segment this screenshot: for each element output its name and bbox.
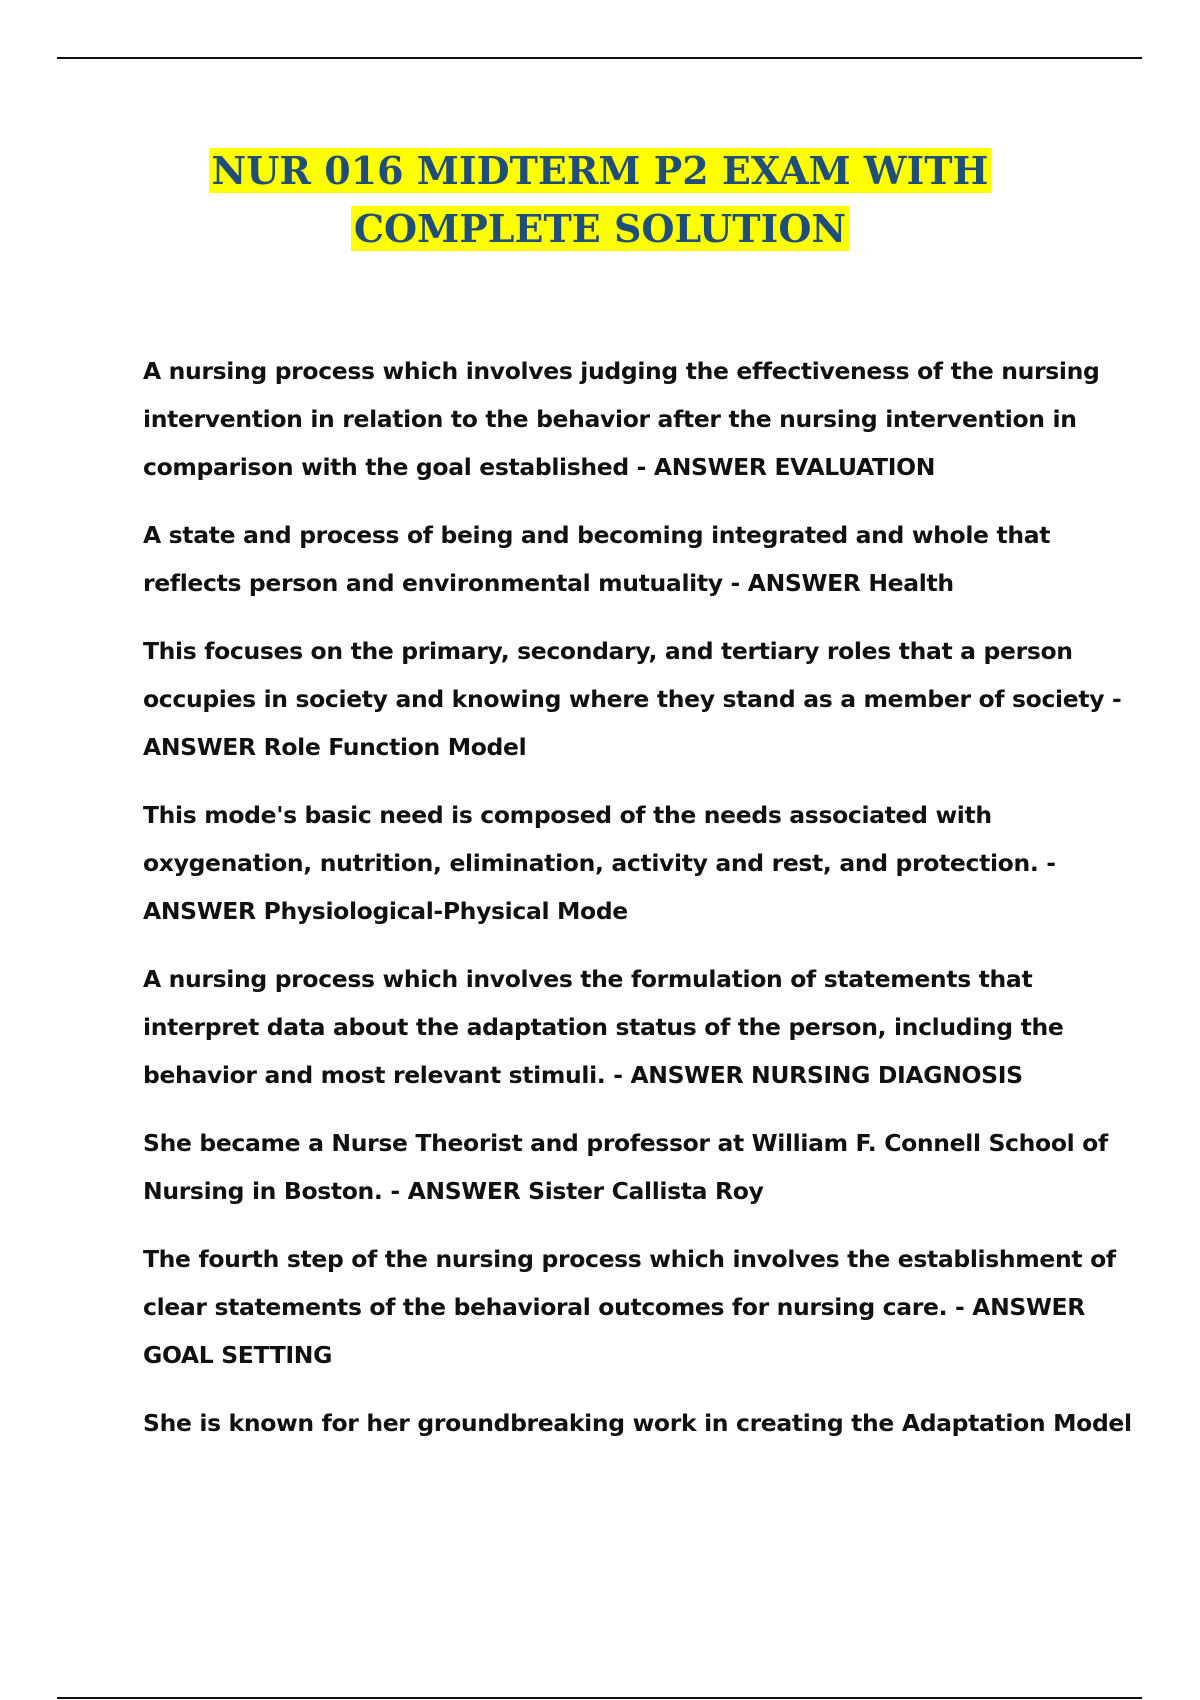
qa-line: ANSWER Physiological-Physical Mode	[143, 897, 628, 925]
document-title	[0, 142, 1200, 258]
bottom-rule	[57, 1697, 1142, 1699]
qa-line: Nursing in Boston. - ANSWER Sister Callista Roy	[143, 1177, 764, 1205]
qa-line: clear statements of the behavioral outcomes for nursing care. - ANSWER	[143, 1293, 1085, 1321]
qa-item	[143, 1399, 1132, 1447]
qa-line: GOAL SETTING	[143, 1341, 333, 1369]
qa-line: comparison with the goal established - ANSWER EVALUATION	[143, 453, 936, 481]
qa-item	[143, 347, 1098, 491]
qa-line: interpret data about the adaptation status of the person, including the	[143, 1013, 1064, 1041]
title-line-1: NUR 016 MIDTERM P2 EXAM WITH	[209, 148, 992, 193]
qa-item	[143, 511, 1098, 607]
qa-line: oxygenation, nutrition, elimination, activity and rest, and protection. -	[143, 849, 1056, 877]
qa-list	[143, 347, 1132, 1467]
qa-line: A state and process of being and becoming integrated and whole that	[143, 521, 1051, 549]
qa-line: occupies in society and knowing where they stand as a member of society -	[143, 685, 1122, 713]
qa-line: ANSWER Role Function Model	[143, 733, 527, 761]
qa-line: A nursing process which involves the formulation of statements that	[143, 965, 1033, 993]
qa-line: This mode's basic need is composed of the needs associated with	[143, 801, 992, 829]
qa-item	[143, 627, 1122, 771]
qa-line: The fourth step of the nursing process which involves the establishment of	[143, 1245, 1116, 1273]
title-line-2: COMPLETE SOLUTION	[351, 206, 849, 251]
qa-line: She became a Nurse Theorist and professor at William F. Connell School of	[143, 1129, 1108, 1157]
qa-line: This focuses on the primary, secondary, and tertiary roles that a person	[143, 637, 1073, 665]
qa-item	[143, 1235, 1116, 1379]
qa-line: A nursing process which involves judging the effectiveness of the nursing	[143, 357, 1100, 385]
top-rule	[57, 57, 1142, 59]
qa-item	[143, 1119, 1108, 1215]
qa-line: reflects person and environmental mutuality - ANSWER Health	[143, 569, 954, 597]
qa-line: behavior and most relevant stimuli. - ANSWER NURSING DIAGNOSIS	[143, 1061, 1023, 1089]
qa-line: intervention in relation to the behavior after the nursing intervention in	[143, 405, 1077, 433]
qa-line: She is known for her groundbreaking work in creating the Adaptation Model	[143, 1409, 1132, 1437]
qa-item	[143, 955, 1098, 1099]
qa-item	[143, 791, 1098, 935]
